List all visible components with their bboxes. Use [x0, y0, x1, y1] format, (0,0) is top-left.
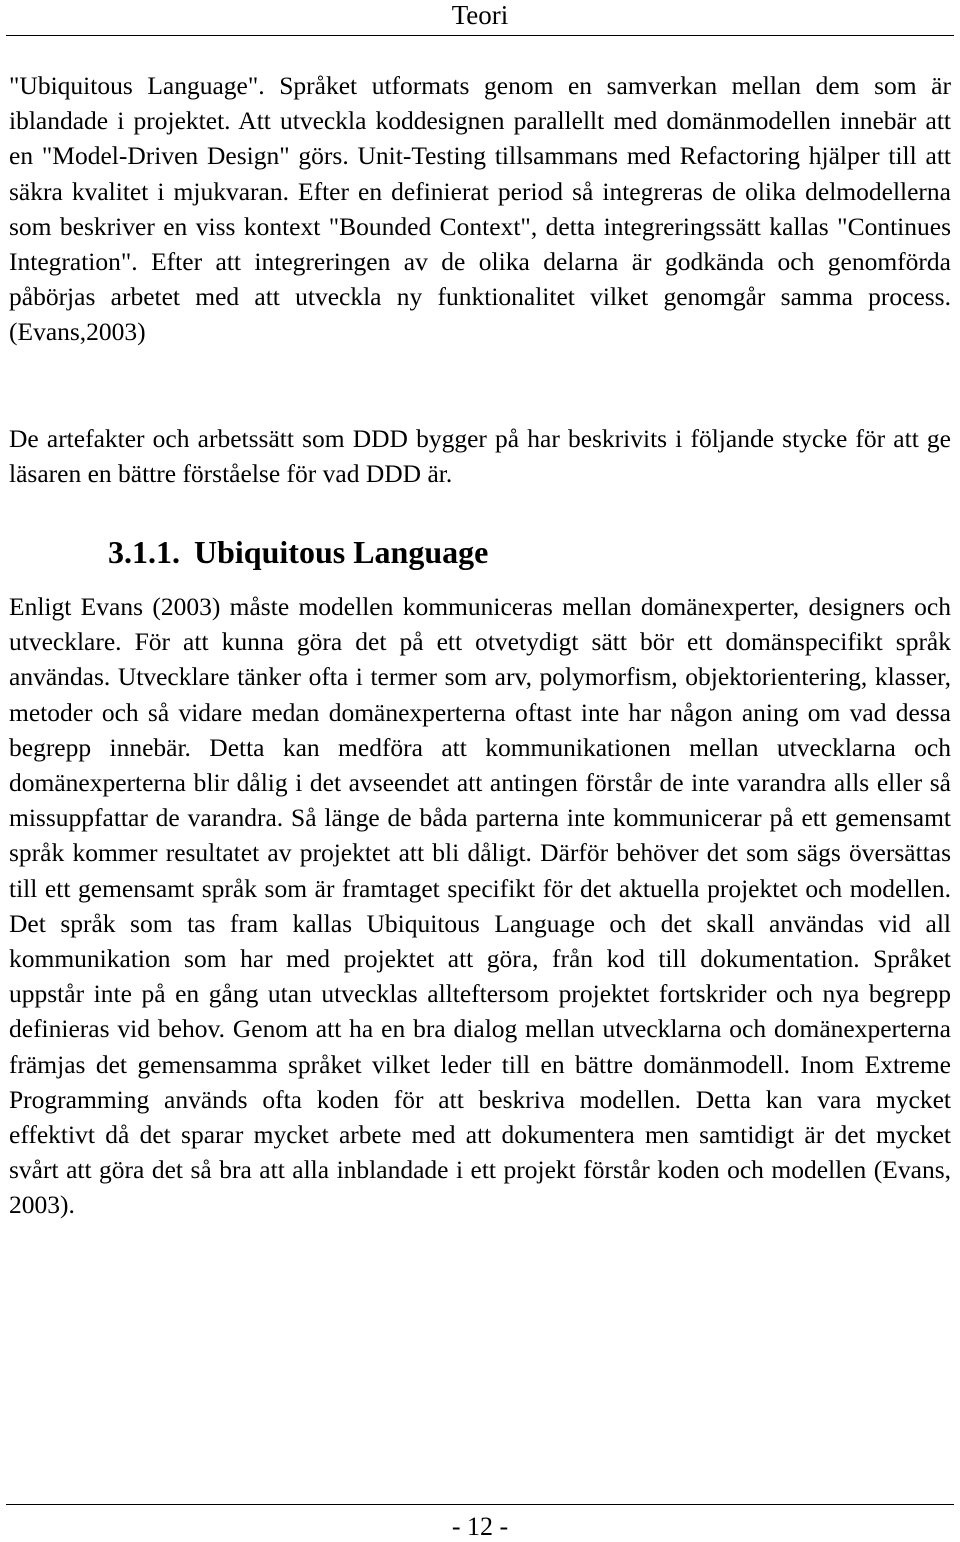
running-header	[0, 0, 960, 36]
header-title: Teori	[451, 0, 509, 30]
page-number: - 12 -	[451, 1512, 509, 1541]
header-rule	[6, 35, 954, 36]
body-paragraph-3: Enligt Evans (2003) måste modellen kommuniceras mellan domänexperter, designers och utvecklare. För att kunna göra det på ett otvetydigt sätt bör ett domänspecifikt språk användas. Utvecklare tänker ofta i termer som arv, polymorfism, objektorientering, klasser, metoder och så vidare medan domänexperterna oftast inte har någon aning om vad dessa begrepp innebär. Detta kan medföra att kommunikationen mellan utvecklarna och domänexperterna blir dålig i det avseendet att antingen förstår de inte varandra alls eller så missuppfattar de varandra. Så länge de båda parterna inte kommunicerar på ett gemensamt språk kommer resultatet av projektet att bli dåligt. Därför behöver det som sägs översättas till ett gemensamt språk som är framtaget specifikt för det aktuella projektet och modellen. Det språk som tas fram kallas Ubiquitous Language och det skall användas vid all kommunikation som har med projektet att göra, från kod till dokumentation. Språket uppstår inte på en gång utan utvecklas allteftersom projektet fortskrider och nya begrepp definieras vid behov. Genom att ha en bra dialog mellan utvecklarna och domänexperterna främjas det gemensamma språket vilket leder till en bättre domänmodell. Inom Extreme Programming används ofta koden för att beskriva modellen. Detta kan vara mycket effektivt då det sparar mycket arbete med att dokumentera men samtidigt är det mycket svårt att göra det så bra att alla inblandade i ett projekt förstår koden och modellen (Evans, 2003).	[9, 592, 951, 1220]
footer-rule	[6, 1504, 954, 1505]
section-title: Ubiquitous Language	[194, 534, 489, 570]
body-paragraph-1: "Ubiquitous Language". Språket utformats genom en samverkan mellan dem som är iblandade i projektet. Att utveckla koddesignen parallellt med domänmodellen innebär att en "Model-Driven Design" görs. Unit-Testing tillsammans med Refactoring hjälper till att säkra kvalitet i mjukvaran. Efter en definierat period så integreras de olika delmodellerna som beskriver en viss kontext "Bounded Context", detta integreringssätt kallas "Continues Integration". Efter att integreringen av de olika delarna är godkända och genomförda påbörjas arbetet med att utveckla ny funktionalitet vilket genomgår samma process. (Evans,2003)	[9, 71, 951, 347]
section-number: 3.1.1.	[108, 534, 180, 570]
section-heading	[108, 532, 488, 572]
body-paragraph-2: De artefakter och arbetssätt som DDD bygger på har beskrivits i följande stycke för att ge läsaren en bättre förståelse för vad DDD är.	[9, 424, 951, 489]
